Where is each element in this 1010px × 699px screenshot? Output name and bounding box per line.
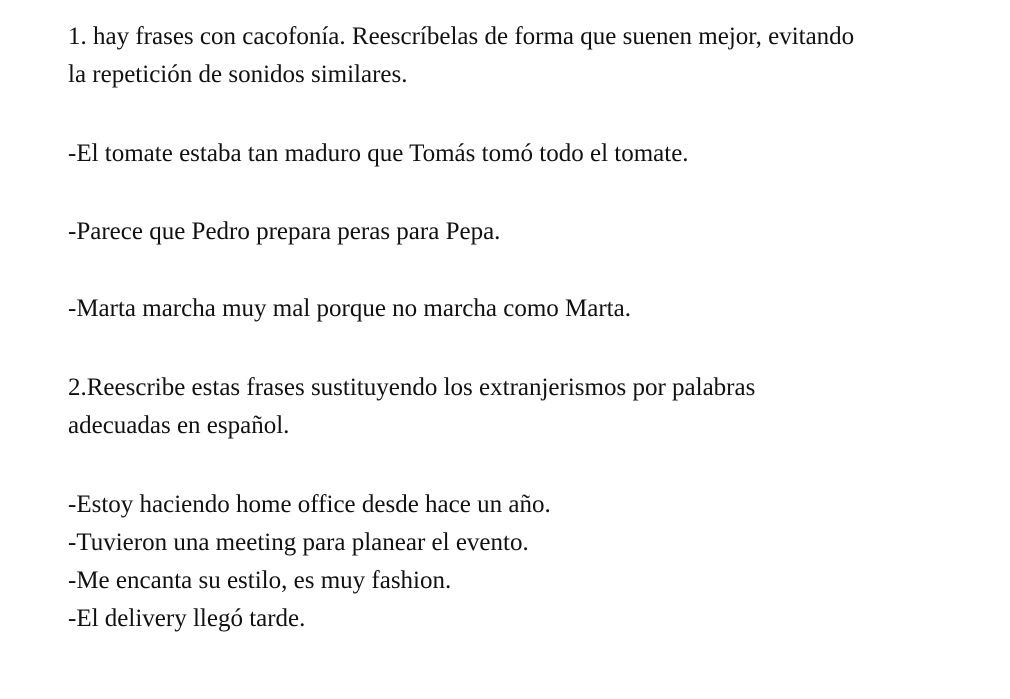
exercise-1-instruction-line-2: la repetición de sonidos similares. — [68, 61, 408, 88]
exercise-1-instruction-line-1: 1. hay frases con cacofonía. Reescríbelas de forma que suenen mejor, evitando — [68, 23, 855, 50]
exercise-1-sentence: -Parece que Pedro prepara peras para Pepa. — [68, 218, 501, 245]
exercise-2-sentence: -Me encanta su estilo, es muy fashion. — [68, 567, 452, 594]
exercise-2-sentence: -El delivery llegó tarde. — [68, 605, 306, 632]
exercise-1-sentence: -Marta marcha muy mal porque no marcha como Marta. — [68, 295, 631, 322]
exercise-2-instruction-line-1: 2.Reescribe estas frases sustituyendo los extranjerismos por palabras — [68, 374, 756, 401]
exercise-2-sentence: -Estoy haciendo home office desde hace un año. — [68, 491, 551, 518]
exercise-2-instruction-line-2: adecuadas en español. — [68, 412, 290, 439]
exercise-2-sentence: -Tuvieron una meeting para planear el evento. — [68, 529, 529, 556]
exercise-1-sentence: -El tomate estaba tan maduro que Tomás tomó todo el tomate. — [68, 140, 689, 167]
